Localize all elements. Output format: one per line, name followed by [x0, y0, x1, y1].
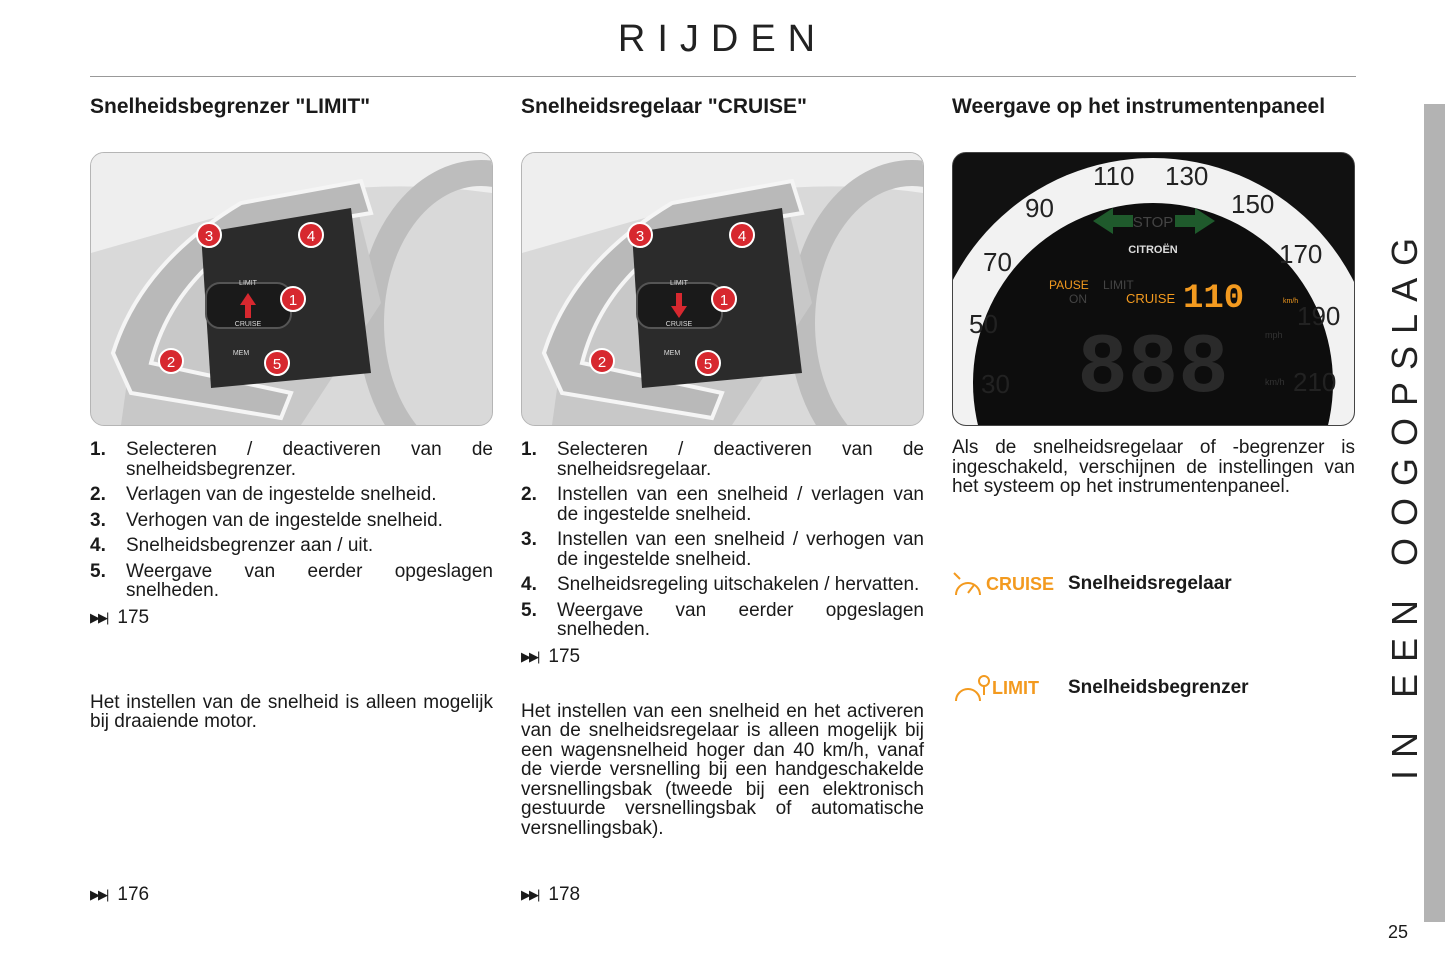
callout-1	[712, 287, 736, 311]
svg-text:2: 2	[597, 354, 607, 371]
callout-4	[730, 223, 754, 247]
limit-column	[90, 95, 493, 905]
page-reference-number: 178	[548, 884, 581, 905]
stop-text: STOP	[1132, 214, 1174, 231]
item-text: Snelheidsregeling uitschakelen / hervatten.	[557, 574, 920, 595]
on-text: ON	[1069, 292, 1087, 306]
callout-1	[281, 287, 305, 311]
item-text: Selecteren / deactiveren van de snelheidsregelaar.	[557, 439, 924, 480]
list-item	[90, 511, 493, 531]
steering-controls-figure-cruise	[521, 152, 924, 426]
legend-cruise	[952, 566, 1232, 602]
list-item	[521, 485, 924, 524]
callout-3	[628, 223, 652, 247]
page-reference-link[interactable]	[521, 884, 580, 906]
limit-icon-text: LIMIT	[992, 677, 1039, 698]
item-text: Instellen van een snelheid / verhogen van de ingestelde snelheid.	[557, 529, 924, 570]
limit-section-title: Snelheidsbegrenzer "LIMIT"	[90, 95, 371, 118]
fast-forward-icon: ▶▶|	[90, 609, 108, 625]
cruise-indicator-text: CRUISE	[1126, 291, 1176, 306]
mem-label: MEM	[663, 350, 681, 357]
fast-forward-icon: ▶▶|	[521, 648, 539, 664]
item-number: 3.	[90, 509, 106, 531]
item-text: Weergave van eerder opgeslagen snelheden.	[557, 599, 924, 640]
item-number: 5.	[90, 560, 106, 582]
item-text: Verlagen van de ingestelde snelheid.	[126, 484, 437, 505]
list-item	[90, 536, 493, 556]
page-reference-number: 175	[548, 645, 581, 667]
dashboard-section-title: Weergave op het instrumentenpaneel	[952, 95, 1326, 118]
kmh-small: km/h	[1283, 298, 1299, 305]
svg-text:2: 2	[166, 354, 176, 371]
cruise-label: CRUISE	[665, 321, 693, 328]
cruise-function-list	[521, 440, 924, 640]
mem-label: MEM	[232, 350, 250, 357]
callout-5	[696, 351, 720, 375]
cruise-label: CRUISE	[234, 321, 262, 328]
digital-speed-ghost: 888	[1077, 322, 1229, 417]
list-item	[521, 575, 924, 595]
scale-130: 130	[1165, 161, 1209, 191]
scale-50: 50	[969, 309, 998, 339]
fast-forward-icon: ▶▶|	[521, 887, 539, 902]
item-number: 2.	[90, 484, 106, 505]
limit-legend-label: Snelheidsbegrenzer	[1068, 677, 1249, 698]
scale-90: 90	[1025, 193, 1054, 223]
svg-text:5: 5	[272, 356, 282, 373]
cruise-icon-text: CRUISE	[986, 573, 1055, 594]
list-item	[521, 530, 924, 569]
svg-text:1: 1	[288, 292, 298, 309]
callout-4	[299, 223, 323, 247]
callout-3	[197, 223, 221, 247]
callout-5	[265, 351, 289, 375]
limit-function-list	[90, 440, 493, 601]
kmh-label: km/h	[1265, 377, 1285, 387]
cruise-indicator-icon	[952, 566, 1056, 602]
page-reference-number: 176	[117, 884, 150, 905]
scale-150: 150	[1231, 189, 1275, 219]
item-text: Selecteren / deactiveren van de snelheidsbegrenzer.	[126, 439, 493, 480]
list-item	[90, 562, 493, 601]
limit-indicator-text: LIMIT	[1103, 278, 1134, 292]
cruise-column	[521, 95, 924, 905]
page-reference-link[interactable]	[90, 607, 493, 629]
list-item	[90, 485, 493, 505]
scale-190: 190	[1297, 301, 1341, 331]
pause-text: PAUSE	[1049, 278, 1089, 292]
callout-2	[159, 349, 183, 373]
svg-text:5: 5	[703, 356, 713, 373]
brand-text: CITROËN	[1128, 244, 1178, 256]
dashboard-description: Als de snelheidsregelaar of -begrenzer is ingeschakeld, verschijnen de instellingen van het systeem op het instrumentenpaneel.	[952, 437, 1355, 497]
scale-210: 210	[1293, 367, 1337, 397]
page-reference-number: 175	[117, 606, 150, 628]
page-number: 25	[1388, 922, 1409, 942]
side-tab-label: IN EEN OOGOPSLAG	[1384, 225, 1425, 780]
legend-limit	[952, 670, 1249, 706]
cruise-section-title: Snelheidsregelaar "CRUISE"	[521, 95, 808, 118]
page-reference-link[interactable]	[90, 884, 149, 906]
scale-70: 70	[983, 247, 1012, 277]
fast-forward-icon: ▶▶|	[90, 887, 108, 902]
cruise-legend-label: Snelheidsregelaar	[1068, 573, 1232, 594]
cruise-note: Het instellen van een snelheid en het activeren van de snelheidsregelaar is alleen mogelijk bij een wagensnelheid hoger dan 40 km/h, vanaf de vierde versnelling bij een handgeschakelde versnellingsbak (tweede bij een elektronisch gestuurde versnellingsbak of automatische versnellingsbak).	[521, 700, 924, 839]
list-item	[90, 440, 493, 479]
item-text: Snelheidsbegrenzer aan / uit.	[126, 535, 374, 556]
instrument-panel-figure	[952, 152, 1355, 426]
svg-text:4: 4	[737, 228, 747, 245]
page-reference-link[interactable]	[521, 646, 924, 668]
scale-110: 110	[1093, 161, 1135, 191]
scale-30: 30	[981, 369, 1010, 399]
list-item	[521, 601, 924, 640]
mph-label: mph	[1265, 330, 1283, 340]
item-number: 4.	[521, 574, 537, 595]
item-text: Weergave van eerder opgeslagen snelheden.	[126, 560, 493, 601]
header-divider	[90, 76, 1356, 77]
svg-text:3: 3	[635, 228, 645, 245]
limit-note: Het instellen van de snelheid is alleen mogelijk bij draaiende motor.	[90, 691, 493, 732]
list-item	[521, 440, 924, 479]
limit-label: LIMIT	[670, 280, 688, 287]
item-text: Verhogen van de ingestelde snelheid.	[126, 509, 443, 531]
svg-text:3: 3	[204, 228, 214, 245]
limit-label: LIMIT	[239, 280, 257, 287]
svg-text:4: 4	[306, 228, 316, 245]
dashboard-column	[952, 96, 1355, 497]
item-number: 1.	[521, 439, 537, 460]
limit-indicator-icon	[952, 670, 1056, 706]
page-title: RIJDEN	[617, 18, 828, 60]
callout-2	[590, 349, 614, 373]
side-tab-bar	[1424, 104, 1445, 922]
scale-170: 170	[1279, 239, 1323, 269]
item-number: 4.	[90, 535, 106, 556]
item-number: 5.	[521, 599, 537, 621]
steering-controls-figure-limit	[90, 152, 493, 426]
item-number: 1.	[90, 439, 106, 460]
item-number: 3.	[521, 529, 537, 550]
set-speed-display: 110	[1183, 280, 1245, 318]
item-text: Instellen van een snelheid / verlagen van de ingestelde snelheid.	[557, 484, 924, 525]
item-number: 2.	[521, 484, 537, 505]
svg-text:1: 1	[719, 292, 729, 309]
